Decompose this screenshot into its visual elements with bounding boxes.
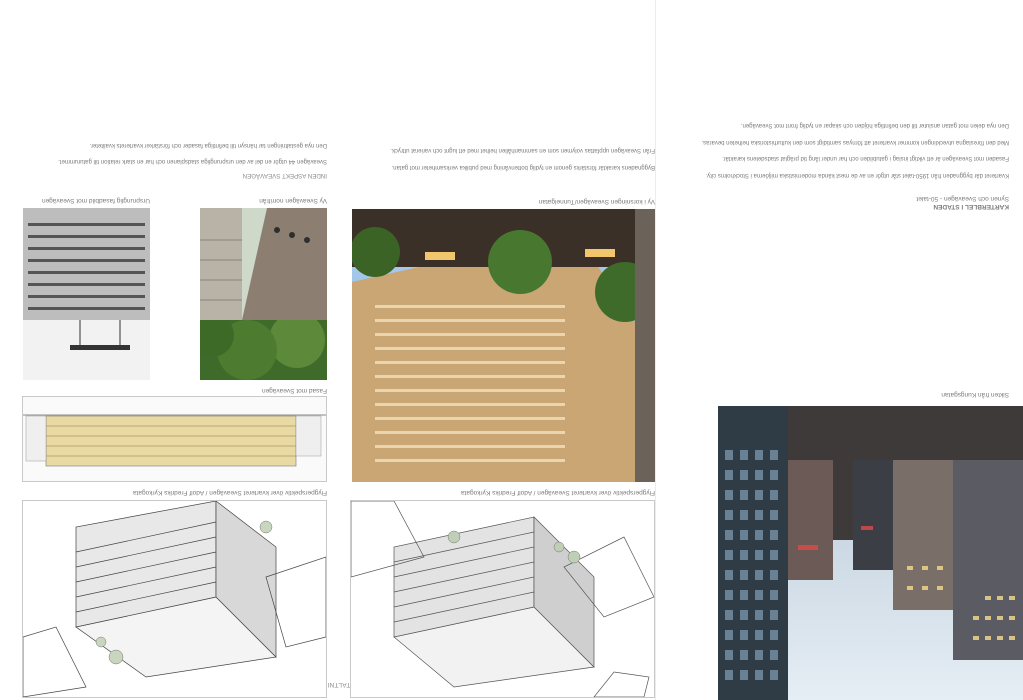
right-col-text bbox=[352, 139, 655, 172]
city-night-photo bbox=[718, 406, 1023, 700]
bw-facade-photo bbox=[23, 208, 150, 380]
caption-bw: Ursprunglig fasadbild mot Sveavägen bbox=[41, 197, 150, 204]
caption-elevation: Fasad mot Sveavägen bbox=[261, 387, 327, 394]
caption-sightline: Sikten från Kungsgatan bbox=[941, 391, 1009, 398]
street-north-photo bbox=[200, 208, 327, 380]
facade-elevation bbox=[22, 396, 327, 482]
caption-street: Vy Sveavägen norrifrån bbox=[259, 197, 327, 204]
section-subtitle: Synen och Sveavägen - 50-talet bbox=[916, 195, 1009, 202]
right-paragraph: Byggnadens karaktär förstärks genom en tydlig bottenvåning med publika verksamheter mot gatan. bbox=[391, 164, 655, 170]
caption-persp-left: Flygperspektiv över kvarteret Sveavägen / Adolf Fredriks Kyrkogata bbox=[460, 489, 655, 496]
section-heading: INDEN ASPEKT SVEAVÄGEN bbox=[242, 172, 327, 179]
caption-render: Vy i korsningen Sveavägen/Tunnelgatan bbox=[538, 198, 655, 205]
caption-persp-right: Flygperspektiv över kvarteret Sveavägen / Adolf Fredriks Kyrkogata bbox=[132, 489, 327, 496]
left-paragraph: Den nya delen mot gatan ansluter till den befintliga höjden och skapar en tydlig front mot Sveavägen. bbox=[740, 122, 1009, 129]
left-page bbox=[656, 0, 1023, 700]
right-mid-text bbox=[27, 133, 327, 180]
section-title: KARTERBLEL I STADEN bbox=[933, 203, 1009, 210]
aerial-perspective-right bbox=[22, 500, 327, 698]
left-paragraph: Kvarteret där byggnaden från 1950-talet står utgör en av de mest kända modernistiska miljöerna i Stockholms city. bbox=[705, 172, 1009, 178]
mid-paragraph: Den nya gestaltningen tar hänsyn till befintliga fasader och förstärker kvarterets kvaliteter. bbox=[89, 141, 327, 148]
aerial-perspective-left bbox=[350, 500, 655, 698]
mid-paragraph: Sveavägen 44 utgör en del av den ursprungliga stadsplanen och har en stark relation till gaturummet. bbox=[58, 158, 327, 165]
left-paragraph: Fasaden mot Sveavägen är ett viktigt inslag i gatubilden och har under lång tid präglat stadsdelens karaktär. bbox=[722, 155, 1009, 162]
left-body-text bbox=[669, 114, 1009, 180]
street-render-photo bbox=[352, 209, 655, 482]
right-paragraph: Från Sveavägen uppfattas volymen som en sammanhållen helhet med ett lugnt och varierat uttryck. bbox=[390, 147, 655, 154]
left-paragraph: Med den föreslagna utvecklingen kommer kvarteret att förnyas samtidigt som den kulturhistoriska helheten bevaras. bbox=[701, 138, 1009, 145]
